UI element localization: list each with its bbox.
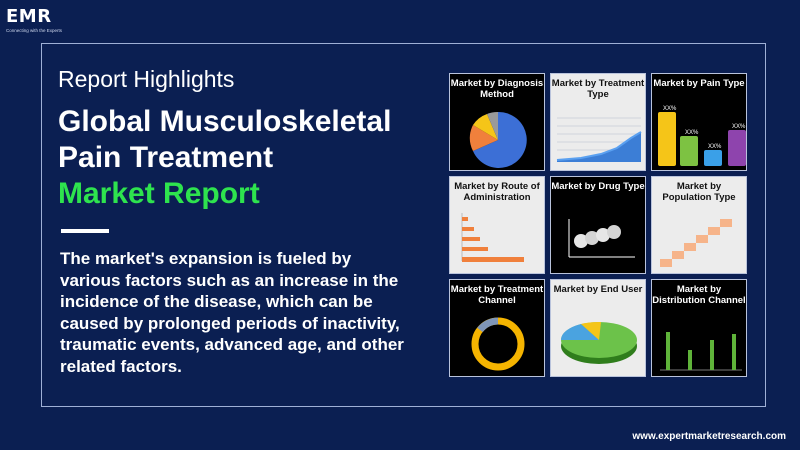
segment-grid: [449, 73, 751, 377]
report-description: The market's expansion is fueled by various factors such as an increase in the incidence of the disease, which can be caused by prolonged periods of inactivity, traumatic events, advanced age, and other related factors.: [60, 249, 404, 376]
tile-treatment-channel: [449, 279, 545, 377]
horizontal-bar-chart-icon: [450, 177, 545, 274]
pie-chart-icon: [450, 74, 545, 171]
tile-label: Market by Population Type: [662, 181, 736, 203]
title-line-2: Pain Treatment: [58, 141, 274, 174]
column-chart-icon: [652, 280, 747, 377]
tile-diagnosis-method: [449, 73, 545, 171]
tile-label: Market by Route of Administration: [454, 181, 540, 203]
scatter-chart-icon: [551, 177, 646, 274]
title-line-3: Market Report: [58, 177, 260, 210]
tile-label: Market by Drug Type: [551, 181, 645, 192]
tile-label: Market by Pain Type: [653, 78, 745, 89]
tile-label: Market by Diagnosis Method: [450, 78, 544, 100]
logo-tagline: Connecting with the Experts: [6, 28, 63, 33]
website-url: www.expertmarketresearch.com: [632, 431, 786, 442]
report-title: [58, 104, 428, 176]
tile-treatment-type: [550, 73, 646, 171]
report-kicker: Report Highlights: [58, 66, 235, 92]
tile-label: Market by Treatment Type: [551, 78, 645, 100]
title-divider: [61, 229, 109, 233]
tile-end-user: [550, 279, 646, 377]
logo-mark: EMR: [6, 6, 52, 27]
tile-label: Market by End User: [553, 284, 643, 295]
bar-chart-icon: [652, 74, 747, 171]
3d-pie-chart-icon: [551, 280, 646, 377]
emr-logo: [6, 6, 63, 40]
tile-distribution-channel: [651, 279, 747, 377]
svg-text:XX%: XX%: [663, 106, 677, 112]
tile-label: Market by Treatment Channel: [450, 284, 544, 306]
svg-text:XX%: XX%: [685, 130, 699, 136]
tile-population-type: [651, 176, 747, 274]
donut-chart-icon: [450, 280, 545, 377]
step-chart-icon: [652, 177, 747, 274]
tile-pain-type: [651, 73, 747, 171]
area-chart-icon: [551, 74, 646, 171]
tile-route-of-administration: [449, 176, 545, 274]
svg-text:XX%: XX%: [732, 124, 746, 130]
tile-label: Market by Distribution Channel: [652, 284, 746, 306]
svg-text:XX%: XX%: [708, 144, 722, 150]
title-line-1: Global Musculoskeletal: [58, 105, 392, 138]
tile-drug-type: [550, 176, 646, 274]
